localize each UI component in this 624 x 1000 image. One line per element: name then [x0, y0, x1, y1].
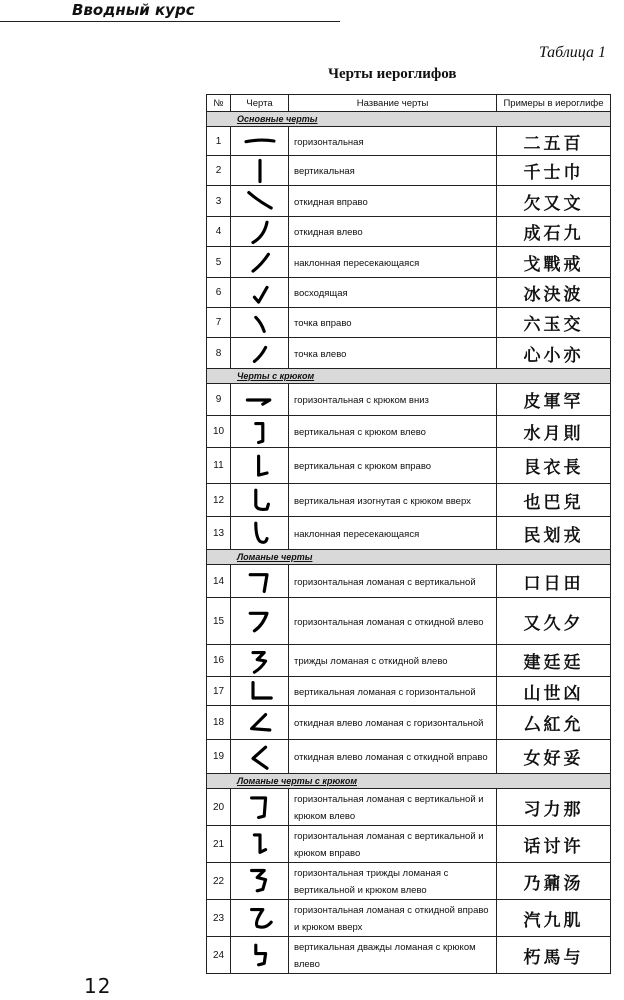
stroke-cell [231, 826, 289, 863]
stroke-cell [231, 645, 289, 677]
table-row [207, 484, 611, 517]
falling-left-stroke-icon [235, 218, 285, 246]
horizontal-falling-turn-stroke-icon [235, 607, 285, 635]
table-row [207, 186, 611, 217]
falling-horizontal-turn-stroke-icon [235, 709, 285, 737]
table-row [207, 789, 611, 826]
horizontal-vertical-hook-right-stroke-icon [235, 830, 285, 858]
character-examples: 心小亦 [497, 338, 611, 369]
row-number: 8 [207, 338, 231, 369]
section-header-row [207, 369, 611, 384]
section-title [207, 112, 611, 127]
character-examples: 六玉交 [497, 308, 611, 338]
character-examples: 千士巾 [497, 156, 611, 186]
stroke-name: горизонтальная ломаная с вертикальной [289, 565, 497, 598]
section-title [207, 774, 611, 789]
stroke-cell [231, 384, 289, 416]
character-examples: 话讨许 [497, 826, 611, 863]
stroke-name: откидная влево ломаная с горизонтальной [289, 706, 497, 740]
stroke-name: горизонтальная ломаная с вертикальной и крюком вправо [289, 826, 497, 863]
table-row [207, 448, 611, 484]
row-number: 9 [207, 384, 231, 416]
stroke-cell [231, 598, 289, 645]
stroke-cell [231, 706, 289, 740]
table-row [207, 217, 611, 247]
stroke-name: наклонная пересекающаяся [289, 247, 497, 278]
table-row [207, 826, 611, 863]
vertical-hook-right-stroke-icon [235, 452, 285, 480]
stroke-cell [231, 740, 289, 774]
table-row [207, 517, 611, 550]
row-number: 21 [207, 826, 231, 863]
table-header-row [207, 95, 611, 112]
table-label: Таблица 1 [538, 44, 606, 61]
vertical-bent-hook-up-stroke-icon [235, 486, 285, 514]
row-number: 14 [207, 565, 231, 598]
triple-turn-falling-stroke-icon [235, 647, 285, 675]
row-number: 1 [207, 127, 231, 156]
stroke-name: горизонтальная ломаная с вертикальной и крюком влево [289, 789, 497, 826]
stroke-cell [231, 278, 289, 308]
table-row [207, 156, 611, 186]
character-examples: 冰決波 [497, 278, 611, 308]
stroke-name: откидная влево [289, 217, 497, 247]
table-body [207, 112, 611, 974]
vertical-stroke-icon [235, 157, 285, 185]
row-number: 17 [207, 677, 231, 706]
table-row [207, 677, 611, 706]
stroke-name: горизонтальная трижды ломаная с вертикальной и крюком влево [289, 863, 497, 900]
stroke-cell [231, 338, 289, 369]
row-number: 5 [207, 247, 231, 278]
character-examples: 皮軍罕 [497, 384, 611, 416]
horizontal-stroke-icon [235, 127, 285, 155]
stroke-cell [231, 677, 289, 706]
stroke-cell [231, 863, 289, 900]
section-header-row [207, 112, 611, 127]
stroke-name: вертикальная ломаная с горизонтальной [289, 677, 497, 706]
stroke-name: горизонтальная ломаная с откидной вправо и крюком вверх [289, 900, 497, 937]
column-header-stroke: Черта [231, 95, 289, 112]
row-number: 24 [207, 937, 231, 974]
horizontal-hook-down-stroke-icon [235, 386, 285, 414]
stroke-name: трижды ломаная с откидной влево [289, 645, 497, 677]
row-number: 16 [207, 645, 231, 677]
section-title [207, 369, 611, 384]
stroke-name: точка влево [289, 338, 497, 369]
table-row [207, 645, 611, 677]
section-title-text: Ломаные черты [237, 552, 313, 562]
character-examples: 又久夕 [497, 598, 611, 645]
stroke-name: откидная вправо [289, 186, 497, 217]
character-examples: 厶紅允 [497, 706, 611, 740]
row-number: 2 [207, 156, 231, 186]
rising-stroke-icon [235, 279, 285, 307]
row-number: 20 [207, 789, 231, 826]
section-header-row [207, 774, 611, 789]
vertical-hook-left-stroke-icon [235, 418, 285, 446]
horizontal-vertical-turn-stroke-icon [235, 567, 285, 595]
section-title-text: Основные черты [237, 114, 318, 124]
table-title: Черты иероглифов [328, 66, 457, 82]
table-row [207, 900, 611, 937]
strokes-table [206, 94, 611, 974]
table-row [207, 565, 611, 598]
character-examples: 口日田 [497, 565, 611, 598]
character-examples: 民划戎 [497, 517, 611, 550]
table-row [207, 247, 611, 278]
stroke-name: вертикальная с крюком вправо [289, 448, 497, 484]
stroke-cell [231, 517, 289, 550]
stroke-name: горизонтальная с крюком вниз [289, 384, 497, 416]
row-number: 3 [207, 186, 231, 217]
section-title-text: Черты с крюком [237, 371, 315, 381]
row-number: 10 [207, 416, 231, 448]
row-number: 4 [207, 217, 231, 247]
running-head: Вводный курс [0, 0, 340, 22]
horizontal-triple-turn-hook-stroke-icon [235, 867, 285, 895]
character-examples: 乃鼐汤 [497, 863, 611, 900]
table-row [207, 863, 611, 900]
page-number: 12 [84, 974, 112, 998]
character-examples: 二五百 [497, 127, 611, 156]
character-examples: 水月則 [497, 416, 611, 448]
stroke-cell [231, 789, 289, 826]
character-examples: 艮衣長 [497, 448, 611, 484]
table-row [207, 598, 611, 645]
character-examples: 也巴兒 [497, 484, 611, 517]
character-examples: 汽九肌 [497, 900, 611, 937]
slanted-crossing-stroke-icon [235, 248, 285, 276]
dot-right-stroke-icon [235, 309, 285, 337]
stroke-cell [231, 416, 289, 448]
table-row [207, 416, 611, 448]
stroke-cell [231, 127, 289, 156]
table-row [207, 384, 611, 416]
table-row [207, 278, 611, 308]
table-row [207, 937, 611, 974]
stroke-name: вертикальная дважды ломаная с крюком влево [289, 937, 497, 974]
table-row [207, 740, 611, 774]
stroke-cell [231, 900, 289, 937]
row-number: 18 [207, 706, 231, 740]
slanted-crossing-hook-stroke-icon [235, 519, 285, 547]
stroke-name: горизонтальная [289, 127, 497, 156]
table-row [207, 706, 611, 740]
character-examples: 建廷廷 [497, 645, 611, 677]
row-number: 7 [207, 308, 231, 338]
stroke-cell [231, 448, 289, 484]
section-title-text: Ломаные черты с крюком [237, 776, 357, 786]
falling-dot-turn-stroke-icon [235, 743, 285, 771]
row-number: 13 [207, 517, 231, 550]
stroke-name: вертикальная с крюком влево [289, 416, 497, 448]
stroke-name: вертикальная изогнутая с крюком вверх [289, 484, 497, 517]
character-examples: 朽馬与 [497, 937, 611, 974]
column-header-number: № [207, 95, 231, 112]
character-examples: 习力那 [497, 789, 611, 826]
character-examples: 成石九 [497, 217, 611, 247]
row-number: 12 [207, 484, 231, 517]
stroke-name: точка вправо [289, 308, 497, 338]
row-number: 15 [207, 598, 231, 645]
table-row [207, 308, 611, 338]
stroke-cell [231, 247, 289, 278]
row-number: 22 [207, 863, 231, 900]
section-title [207, 550, 611, 565]
stroke-cell [231, 186, 289, 217]
dot-left-stroke-icon [235, 339, 285, 367]
falling-right-stroke-icon [235, 187, 285, 215]
row-number: 19 [207, 740, 231, 774]
horizontal-falling-hook-up-stroke-icon [235, 904, 285, 932]
stroke-name: наклонная пересекающаяся [289, 517, 497, 550]
character-examples: 欠又文 [497, 186, 611, 217]
row-number: 23 [207, 900, 231, 937]
stroke-name: вертикальная [289, 156, 497, 186]
character-examples: 山世凶 [497, 677, 611, 706]
stroke-name: горизонтальная ломаная с откидной влево [289, 598, 497, 645]
table-row [207, 338, 611, 369]
character-examples: 女好妥 [497, 740, 611, 774]
column-header-examples: Примеры в иероглифе [497, 95, 611, 112]
stroke-cell [231, 308, 289, 338]
stroke-cell [231, 217, 289, 247]
section-header-row [207, 550, 611, 565]
row-number: 11 [207, 448, 231, 484]
vertical-double-turn-hook-stroke-icon [235, 941, 285, 969]
stroke-cell [231, 937, 289, 974]
stroke-name: восходящая [289, 278, 497, 308]
stroke-cell [231, 484, 289, 517]
stroke-name: откидная влево ломаная с откидной вправо [289, 740, 497, 774]
column-header-name: Название черты [289, 95, 497, 112]
vertical-horizontal-turn-stroke-icon [235, 677, 285, 705]
row-number: 6 [207, 278, 231, 308]
table-row [207, 127, 611, 156]
horizontal-vertical-hook-left-stroke-icon [235, 793, 285, 821]
character-examples: 戈戰戒 [497, 247, 611, 278]
stroke-cell [231, 565, 289, 598]
stroke-cell [231, 156, 289, 186]
